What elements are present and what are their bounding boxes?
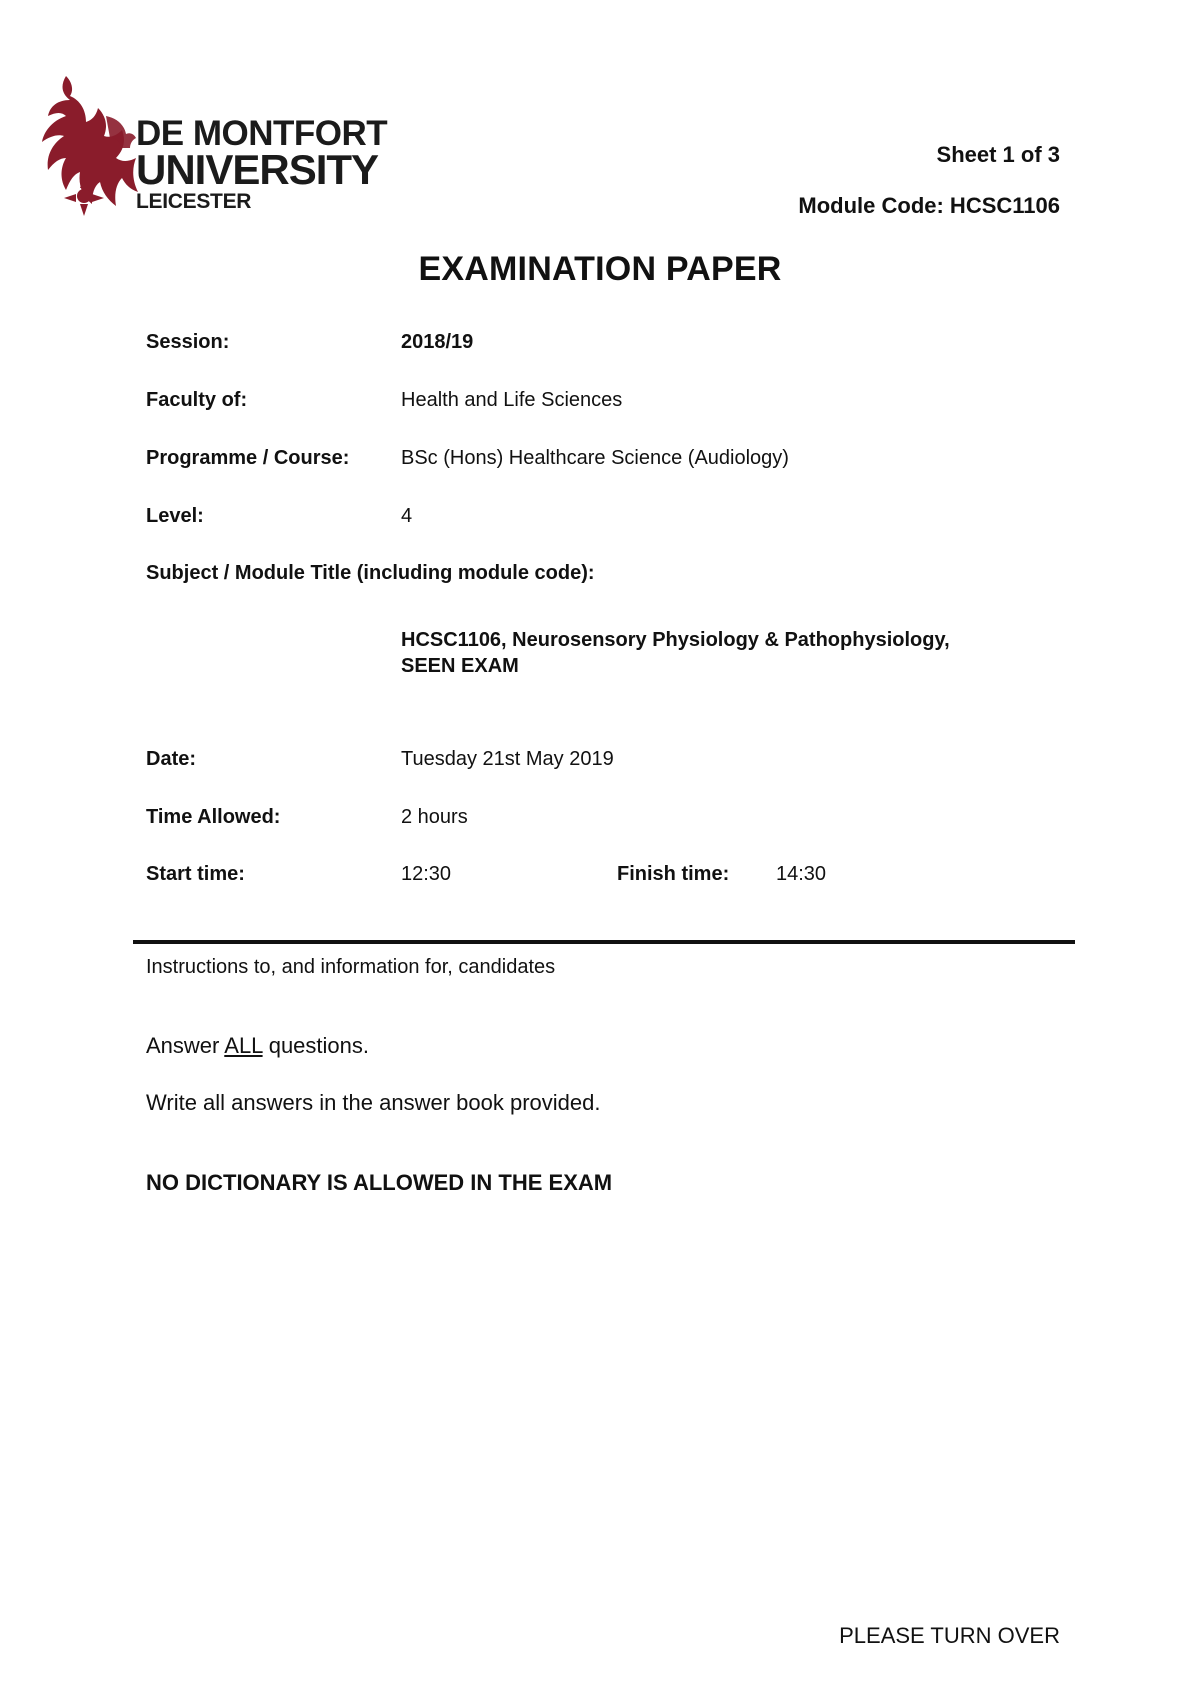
answer-suffix: questions. [262,1033,369,1058]
finish-time-value: 14:30 [776,863,827,885]
time-allowed-label: Time Allowed: [146,806,281,828]
finish-time-label: Finish time: [617,863,730,885]
programme-label: Programme / Course: [146,447,350,469]
answer-instruction [146,1033,369,1059]
session-label: Session: [146,331,230,353]
logo-line-de-montfort: DE MONTFORT [136,114,388,153]
date-value: Tuesday 21st May 2019 [401,748,614,770]
dictionary-warning: NO DICTIONARY IS ALLOWED IN THE EXAM [146,1170,613,1195]
date-label: Date: [146,748,197,770]
module-code: Module Code: HCSC1106 [798,193,1060,218]
start-time-value: 12:30 [401,863,452,885]
answer-emphasis: ALL [224,1033,263,1058]
logo-line-leicester: LEICESTER [136,190,252,213]
time-allowed-value: 2 hours [401,806,468,828]
answer-prefix: Answer [146,1033,225,1058]
page-title: EXAMINATION PAPER [418,250,782,288]
subject-label: Subject / Module Title (including module code): [146,562,595,584]
faculty-label: Faculty of: [146,389,248,411]
lion-crest-icon [36,76,146,226]
programme-value: BSc (Hons) Healthcare Science (Audiology) [401,447,789,469]
subject-value-line2: SEEN EXAM [401,655,519,677]
faculty-value: Health and Life Sciences [401,389,623,411]
section-divider [133,940,1075,944]
logo-wordmark [136,116,387,212]
session-value: 2018/19 [401,331,474,353]
level-label: Level: [146,505,204,527]
level-value: 4 [401,505,413,527]
subject-value-line1: HCSC1106, Neurosensory Physiology & Pathophysiology, [401,629,950,651]
logo-line-university: UNIVERSITY [136,146,379,193]
write-instruction: Write all answers in the answer book provided. [146,1090,601,1115]
start-time-label: Start time: [146,863,245,885]
please-turn-over: PLEASE TURN OVER [839,1623,1060,1648]
sheet-number: Sheet 1 of 3 [936,142,1060,167]
university-logo [36,76,396,226]
instructions-heading: Instructions to, and information for, candidates [146,956,556,978]
